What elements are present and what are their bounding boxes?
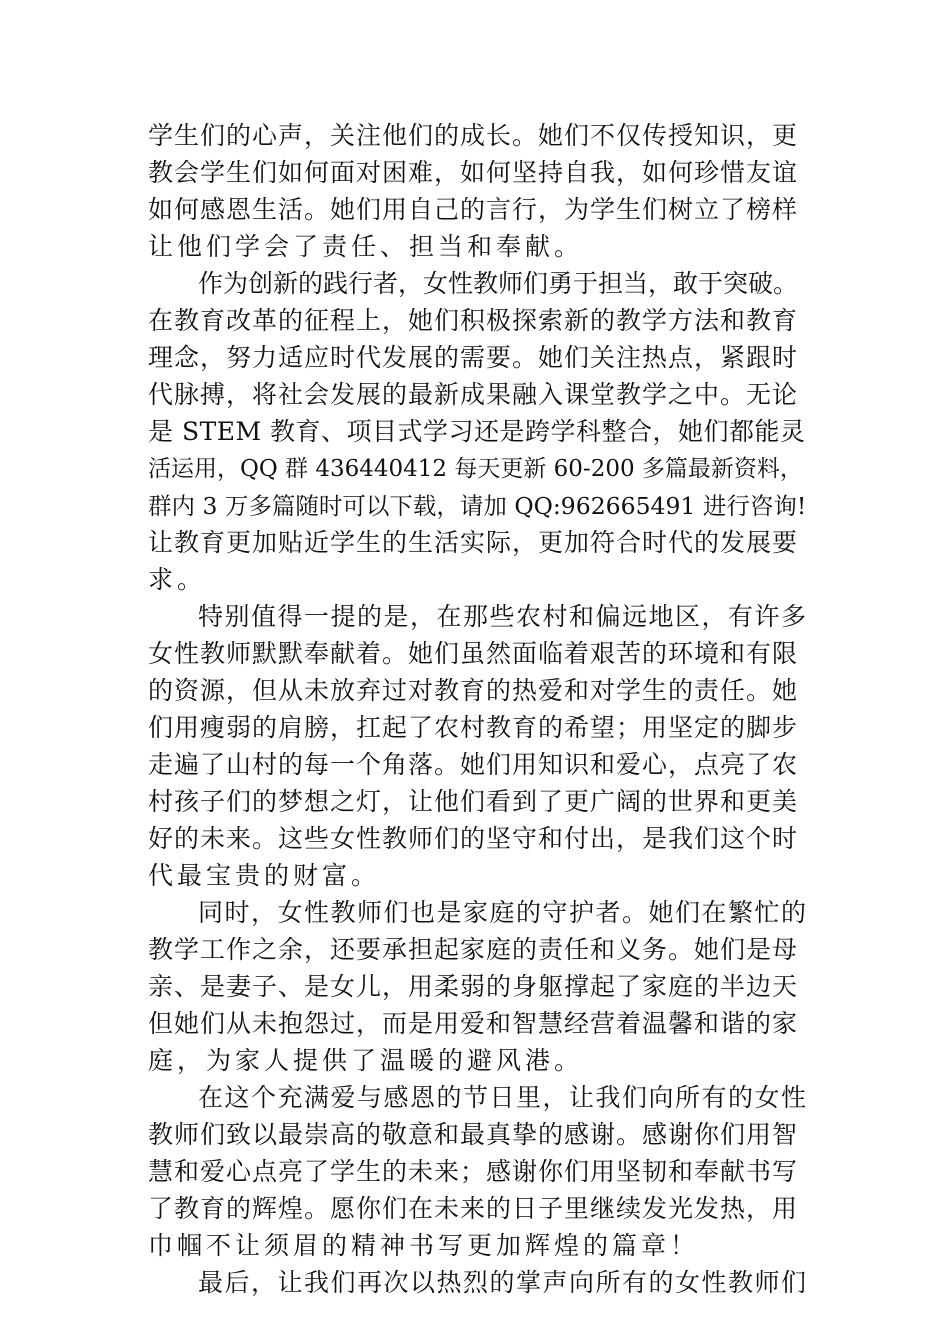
text-line: 群内 3 万多篇随时可以下载，请加 QQ:962665491 进行咨询! bbox=[148, 492, 807, 520]
text-line: 教师们致以最崇高的敬意和最真挚的感谢。感谢你们用智 bbox=[148, 1120, 799, 1149]
paragraph-first-line: 作为创新的践行者，女性教师们勇于担当，敢于突破。 bbox=[198, 269, 799, 298]
text-line: 巾帼不让须眉的精神书写更加辉煌的篇章！ bbox=[148, 1231, 700, 1260]
text-line: 教学工作之余，还要承担起家庭的责任和义务。她们是母 bbox=[148, 935, 799, 964]
text-line: 亲、是妻子、是女儿，用柔弱的身躯撑起了家庭的半边天 bbox=[148, 972, 799, 1001]
paragraph-first-line: 特别值得一提的是，在那些农村和偏远地区，有许多 bbox=[198, 602, 808, 631]
text-line: 理念，努力适应时代发展的需要。她们关注热点，紧跟时 bbox=[148, 343, 799, 372]
text-line: 们用瘦弱的肩膀，扛起了农村教育的希望；用坚定的脚步 bbox=[148, 713, 799, 742]
text-line: 但她们从未抱怨过，而是用爱和智慧经营着温馨和谐的家 bbox=[148, 1009, 799, 1038]
paragraph-first-line: 同时，女性教师们也是家庭的守护者。她们在繁忙的 bbox=[198, 898, 808, 927]
text-line: 女性教师默默奉献着。她们虽然面临着艰苦的环境和有限 bbox=[148, 639, 799, 668]
text-line: 了教育的辉煌。愿你们在未来的日子里继续发光发热，用 bbox=[148, 1194, 799, 1223]
text-line: 村孩子们的梦想之灯，让他们看到了更广阔的世界和更美 bbox=[148, 787, 799, 816]
text-line: 让教育更加贴近学生的生活实际，更加符合时代的发展要 bbox=[148, 528, 799, 557]
text-line: 活运用，QQ 群 436440412 每天更新 60-200 多篇最新资料， bbox=[148, 456, 803, 482]
text-line: 学生们的心声，关注他们的成长。她们不仅传授知识，更 bbox=[148, 121, 799, 150]
text-line: 的资源，但从未放弃过对教育的热爱和对学生的责任。她 bbox=[148, 676, 799, 705]
paragraph-first-line: 在这个充满爱与感恩的节日里，让我们向所有的女性 bbox=[198, 1083, 808, 1112]
text-line: 代脉搏，将社会发展的最新成果融入课堂教学之中。无论 bbox=[148, 380, 799, 409]
text-line: 在教育改革的征程上，她们积极探索新的教学方法和教育 bbox=[148, 306, 799, 335]
text-line: 好的未来。这些女性教师们的坚守和付出，是我们这个时 bbox=[148, 824, 799, 853]
paragraph-first-line: 最后，让我们再次以热烈的掌声向所有的女性教师们 bbox=[198, 1268, 808, 1297]
text-line: 让他们学会了责任、担当和奉献。 bbox=[148, 232, 584, 261]
text-line: 代最宝贵的财富。 bbox=[148, 861, 381, 890]
text-line: 走遍了山村的每一个角落。她们用知识和爱心，点亮了农 bbox=[148, 750, 799, 779]
text-line: 慧和爱心点亮了学生的未来；感谢你们用坚韧和奉献书写 bbox=[148, 1157, 799, 1186]
text-line: 教会学生们如何面对困难，如何坚持自我，如何珍惜友谊 bbox=[148, 158, 799, 187]
text-line: 是 STEM 教育、项目式学习还是跨学科整合，她们都能灵 bbox=[148, 417, 806, 446]
text-line: 庭，为家人提供了温暖的避风港。 bbox=[148, 1046, 584, 1075]
text-line: 如何感恩生活。她们用自己的言行，为学生们树立了榜样 bbox=[148, 195, 799, 224]
text-line: 求。 bbox=[148, 565, 207, 594]
